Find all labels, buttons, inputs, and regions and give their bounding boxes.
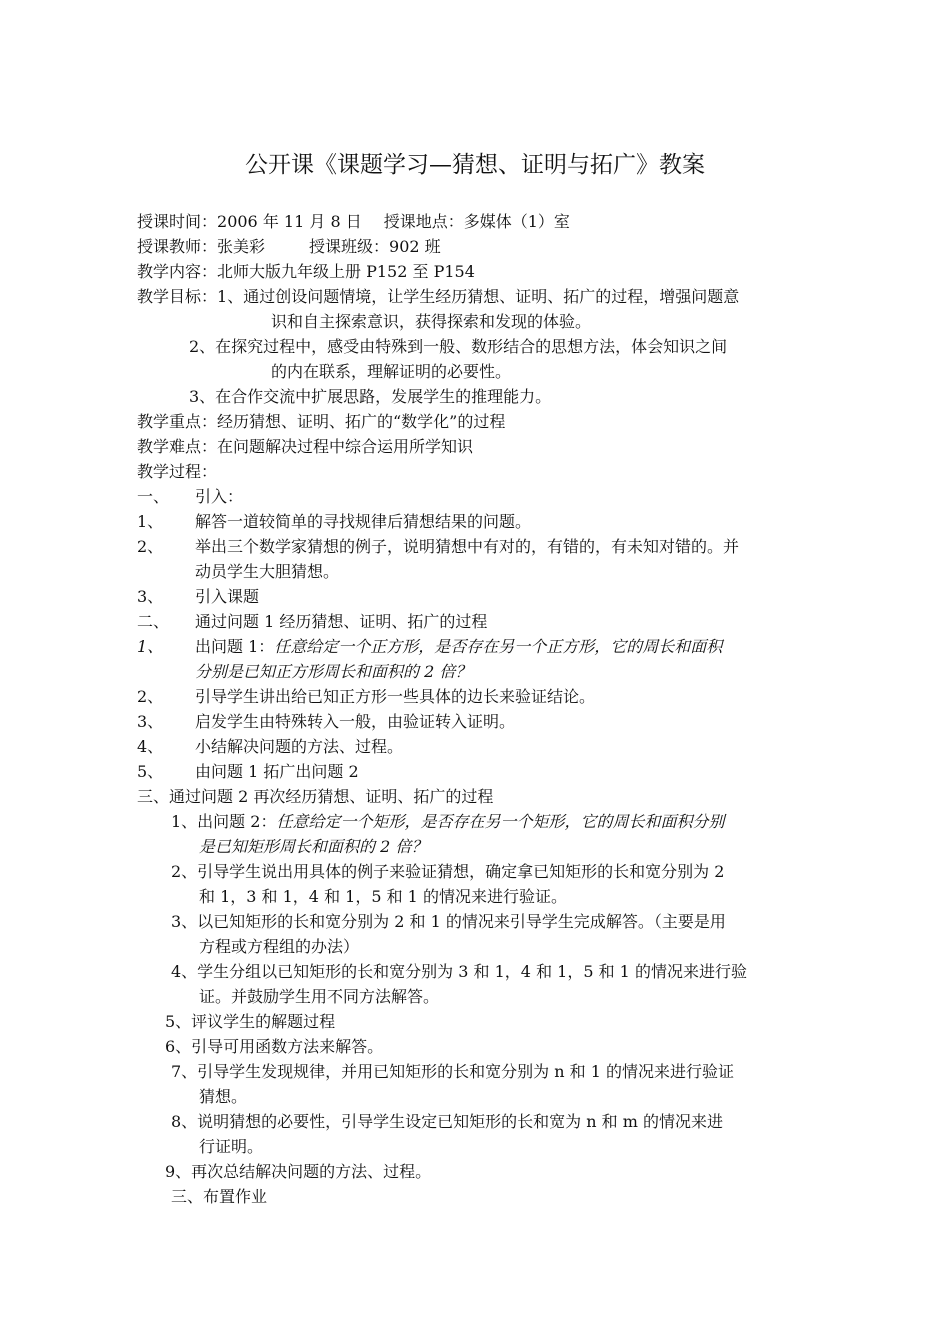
problem-1-continuation: 分别是已知正方形周长和面积的 2 倍？	[195, 662, 472, 681]
list-item-number: 2、	[137, 537, 164, 556]
list-item: 解答一道较简单的寻找规律后猜想结果的问题。	[195, 512, 532, 531]
section-1-title: 引入：	[195, 487, 244, 506]
list-item-continuation: 动员学生大胆猜想。	[195, 562, 340, 581]
list-item-number: 1、	[137, 637, 164, 656]
place: 授课地点：多媒体（1）室	[383, 212, 570, 231]
goals-label: 教学目标：	[137, 287, 218, 306]
section-2-number: 二、	[137, 612, 170, 631]
goal-2a: 2、在探究过程中，感受由特殊到一般、数形结合的思想方法，体会知识之间	[189, 337, 728, 356]
list-item-continuation: 证。并鼓励学生用不同方法解答。	[199, 987, 440, 1006]
list-item-number: 1、	[137, 512, 164, 531]
problem-2-continuation: 是已知矩形周长和面积的 2 倍？	[199, 837, 428, 856]
list-item-number: 3、	[137, 712, 164, 731]
list-item: 9、再次总结解决问题的方法、过程。	[165, 1162, 432, 1181]
list-item: 4、学生分组以已知矩形的长和宽分别为 3 和 1，4 和 1，5 和 1 的情况来进行验	[171, 962, 747, 981]
info-teacher-class	[137, 236, 441, 258]
list-item: 6、引导可用函数方法来解答。	[165, 1037, 384, 1056]
list-item: 举出三个数学家猜想的例子，说明猜想中有对的，有错的，有未知对错的。并	[195, 537, 740, 556]
list-item-number: 3、	[137, 587, 164, 606]
problem-2	[171, 811, 724, 833]
time-label: 授课时间：	[137, 212, 218, 231]
list-item-continuation: 行证明。	[199, 1137, 264, 1156]
problem-1-prefix: 出问题 1：	[195, 637, 275, 656]
list-item-number: 2、	[137, 687, 164, 706]
list-item-continuation: 和 1，3 和 1，4 和 1，5 和 1 的情况来进行验证。	[199, 887, 567, 906]
problem-1-text: 任意给定一个正方形，是否存在另一个正方形，它的周长和面积	[274, 637, 723, 656]
problem-2-prefix: 1、出问题 2：	[171, 812, 277, 831]
process-label: 教学过程：	[137, 462, 218, 481]
list-item-continuation: 方程或方程组的办法）	[199, 937, 360, 956]
list-item: 8、说明猜想的必要性，引导学生设定已知矩形的长和宽为 n 和 m 的情况来进	[171, 1112, 724, 1131]
goals-line-1	[137, 286, 739, 308]
goal-2b: 的内在联系，理解证明的必要性。	[271, 362, 512, 381]
problem-2-text: 任意给定一个矩形，是否存在另一个矩形，它的周长和面积分别	[276, 812, 725, 831]
list-item: 3、以已知矩形的长和宽分别为 2 和 1 的情况来引导学生完成解答。（主要是用	[171, 912, 726, 931]
section-3-title: 三、通过问题 2 再次经历猜想、证明、拓广的过程	[137, 787, 494, 806]
goal-3: 3、在合作交流中扩展思路，发展学生的推理能力。	[189, 387, 552, 406]
section-4-title: 三、布置作业	[171, 1187, 268, 1206]
info-time-place	[137, 211, 570, 233]
list-item: 小结解决问题的方法、过程。	[195, 737, 404, 756]
list-item-number: 5、	[137, 762, 164, 781]
list-item: 启发学生由特殊转入一般，由验证转入证明。	[195, 712, 516, 731]
list-item: 引导学生讲出给已知正方形一些具体的边长来验证结论。	[195, 687, 596, 706]
list-item: 5、评议学生的解题过程	[165, 1012, 336, 1031]
section-1-number: 一、	[137, 487, 170, 506]
list-item: 2、引导学生说出用具体的例子来验证猜想，确定拿已知矩形的长和宽分别为 2	[171, 862, 725, 881]
teacher: 授课教师：张美彩	[137, 237, 266, 256]
info-content: 教学内容：北师大版九年级上册 P152 至 P154	[137, 262, 475, 281]
class: 授课班级：902 班	[309, 237, 441, 256]
difficult-point: 教学难点：在问题解决过程中综合运用所学知识	[137, 437, 474, 456]
goal-1b: 识和自主探索意识，获得探索和发现的体验。	[271, 312, 592, 331]
time-value: 2006 年 11 月 8 日	[217, 212, 362, 231]
list-item: 7、引导学生发现规律，并用已知矩形的长和宽分别为 n 和 1 的情况来进行验证	[171, 1062, 735, 1081]
list-item-number: 4、	[137, 737, 164, 756]
key-point: 教学重点：经历猜想、证明、拓广的“数学化”的过程	[137, 412, 506, 431]
list-item-continuation: 猜想。	[199, 1087, 248, 1106]
goal-1a: 1、通过创设问题情境，让学生经历猜想、证明、拓广的过程，增强问题意	[217, 287, 740, 306]
list-item: 由问题 1 拓广出问题 2	[195, 762, 359, 781]
section-2-title: 通过问题 1 经历猜想、证明、拓广的过程	[195, 612, 488, 631]
list-item: 引入课题	[195, 587, 260, 606]
page-title: 公开课《课题学习—猜想、证明与拓广》教案	[245, 152, 705, 178]
problem-1	[195, 636, 722, 658]
